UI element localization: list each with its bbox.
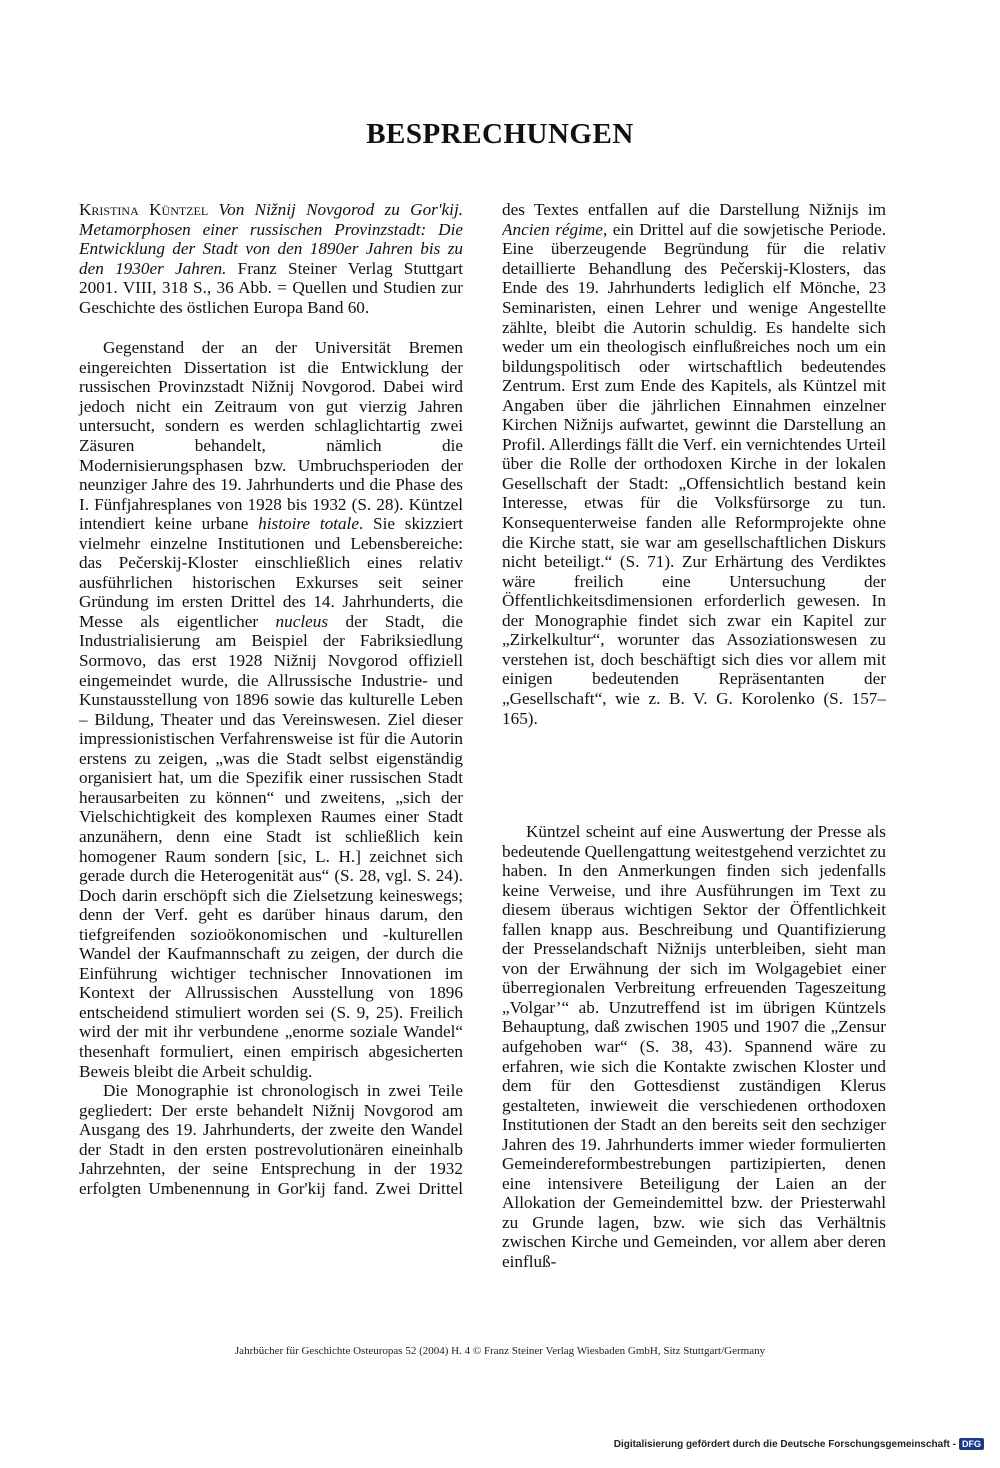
book-title: Von Nižnij Novgorod zu Gor'kij. Metamorphosen einer russischen Provinzstadt: Die Entwicklung der Stadt von den 1890er Jahren bis zu den 1930er Jahren. — [79, 200, 464, 278]
author-name: Kristina Küntzel — [79, 200, 209, 219]
digitization-text: Digitalisierung gefördert durch die Deutsche Forschungsgemeinschaft - — [613, 1438, 956, 1450]
paragraph-3: Küntzel scheint auf eine Auswertung der Presse als bedeutende Quellengattung weitestgehend verzichtet zu haben. In den Anmerkungen finden sich jedenfalls keine Verweise, und ihre Ausführungen im Text zu diesem überaus wichtigen Sektor der Öffentlichkeit fallen knapp aus. Beschreibung und Quantifizierung der Presselandschaft Nižnijs unterbleiben, sieht man von der Erwähnung der sich im Wolgagebiet einer überregionalen Verbreitung erfreuenden Tageszeitung „Volgar’“ ab. Unzutreffend ist im übrigen Küntzels Behauptung, daß zwischen 1905 und 1907 die „Zensur aufgehoben war“ (S. 38, 43). Spannend wäre zu erfahren, wie sich die Kontakte zwischen Kloster und dem für den Gottesdienst zuständigen Klerus gestalteten, inwieweit die verschiedenen orthodoxen Institutionen der Stadt an den bereits seit den sechziger Jahren des 19. Jahrhunderts immer wieder formulierten Gemeindereformbestrebungen partizipierten, denen eine intensivere Beteiligung der Laien an der Allokation der Gemeindemittel bzw. der Priesterwahl zu Grunde lagen, bzw. wie sich das Verhältnis zwischen Kirche und Gemeinden, vor allem aber deren einfluß- — [502, 822, 886, 1272]
paragraph-2-flow: des Textes entfallen auf die Darstellung Nižnijs im Ancien régime, ein Drittel auf die sowjetische Periode. Eine überzeugende Begründung für die relativ detaillierte Behandlung des Pečerskij-Klosters, das Ende des 19. Jahrhunderts lediglich elf Mönche, 23 Seminaristen, einen Lehrer und wenige Angestellte zählte, bleibt die Autorin schuldig. Es handelte sich weder um ein theologisch einflußreiches noch um ein bildungspolitisch oder wirtschaftlich bedeutendes Zentrum. Erst zum Ende des Kapitels, als Küntzel mit Angaben über die jährlichen Einnahmen einzelner Kirchen Nižnijs aufwartet, gewinnt die Darstellung an Profil. Allerdings fällt die Verf. ein vernichtendes Urteil über die Rolle der orthodoxen Kirche in der lokalen Gesellschaft der Stadt: „Offensichtlich bestand kein Interesse, etwas für die Volksfürsorge zu tun. Konsequenterweise fanden alle Reformprojekte ohne die Kirche statt, sie war am gesellschaftlichen Diskurs nicht beteiligt.“ (S. 71). Zur Erhärtung des Verdiktes wäre freilich eine Untersuchung der Öffentlichkeitsdimensionen erforderlich gewesen. In der Monographie findet sich zwar ein Kapitel zur „Zirkelkultur“, worunter das Assoziationswesen zu verstehen ist, doch beschäftigt sich dies vor allem mit einigen bedeutenden Repräsentanten der „Gesellschaft“, wie z. B. V. G. Korolenko (S. 157–165). — [502, 200, 886, 728]
right-column — [502, 200, 886, 1272]
left-column — [79, 200, 463, 1198]
publication-info: Franz Steiner Verlag Stuttgart 2001. VIII, 318 S., 36 Abb. = Quellen und Studien zur Geschichte des östlichen Europa Band 60. — [79, 258, 463, 317]
dfg-logo-icon: DFG — [959, 1438, 984, 1450]
journal-footer: Jahrbücher für Geschichte Osteuropas 52 (2004) H. 4 © Franz Steiner Verlag Wiesbaden GmbH, Sitz Stuttgart/Germany — [234, 1345, 766, 1357]
paragraph-1: Gegenstand der an der Universität Bremen eingereichten Dissertation ist die Entwicklung der russischen Provinzstadt Nižnij Novgorod. Dabei wird jedoch nicht ein Zeitraum von gut vierzig Jahren untersucht, sondern es werden schlaglichtartig zwei Zäsuren behandelt, nämlich die Modernisierungsphasen bzw. Umbruchsperioden der neunziger Jahre des 19. Jahrhunderts und die Phase des I. Fünfjahresplanes von 1928 bis 1932 (S. 28). Küntzel intendiert keine urbane histoire totale. Sie skizziert vielmehr einzelne Institutionen und Lebensbereiche: das Pečerskij-Kloster einschließlich eines relativ ausführlichen historischen Exkurses seit seiner Gründung im ersten Drittel des 14. Jahrhunderts, die Messe als eigentlicher nucleus der Stadt, die Industrialisierung am Beispiel der Fabriksiedlung Sormovo, das erst 1928 Nižnij Novgorod offiziell eingemeindet wurde, die Allrussische Industrie- und Kunstausstellung von 1896 sowie das kulturelle Leben – Bildung, Theater und das Vereinswesen. Ziel dieser impressionistischen Verfahrensweise ist für die Autorin erstens zu zeigen, „was die Stadt selbst eigenständig organisiert hat, um die Spezifik einer russischen Stadt herausarbeiten zu können“ und zweitens, „sich der Vielschichtigkeit des komplexen Raumes einer Stadt anzunähern, denn eine Stadt ist schließlich kein homogener Raum sondern [sic, L. H.] zeichnet sich gerade durch die Heterogenität aus“ (S. 28, vgl. S. 24). Doch darin erschöpft sich die Zielsetzung keineswegs; denn der Verf. geht es darüber hinaus darum, den tiefgreifenden sozioökonomischen und -kulturellen Wandel der Kaufmannschaft zu zeigen, der durch die Einführung wichtiger technischer Innovationen im Kontext der Allrussischen Ausstellung von 1896 entscheidend stimuliert worden sei (S. 9, 25). Freilich wird der mit ihr verbundene „enorme soziale Wandel“ thesenhaft formuliert, einen empirisch abgesicherten Beweis bleibt die Arbeit schuldig. — [79, 338, 463, 1081]
digitization-notice — [614, 1438, 984, 1450]
page-title: BESPRECHUNGEN — [366, 118, 634, 150]
paragraph-2-start: Die Monographie ist chronologisch in zwei Teile gegliedert: Der erste behandelt Nižnij Novgorod am Ausgang des 19. Jahrhunderts, der zweite den Wandel der Stadt in den ersten postrevolutionären eineinhalb Jahrzehnten, der seine Entsprechung in der 1932 erfolgten Umbenennung in Gor'kij fand. Zwei Drittel — [79, 1081, 463, 1198]
paragraph-2-continued — [502, 200, 886, 822]
review-header — [79, 200, 463, 317]
